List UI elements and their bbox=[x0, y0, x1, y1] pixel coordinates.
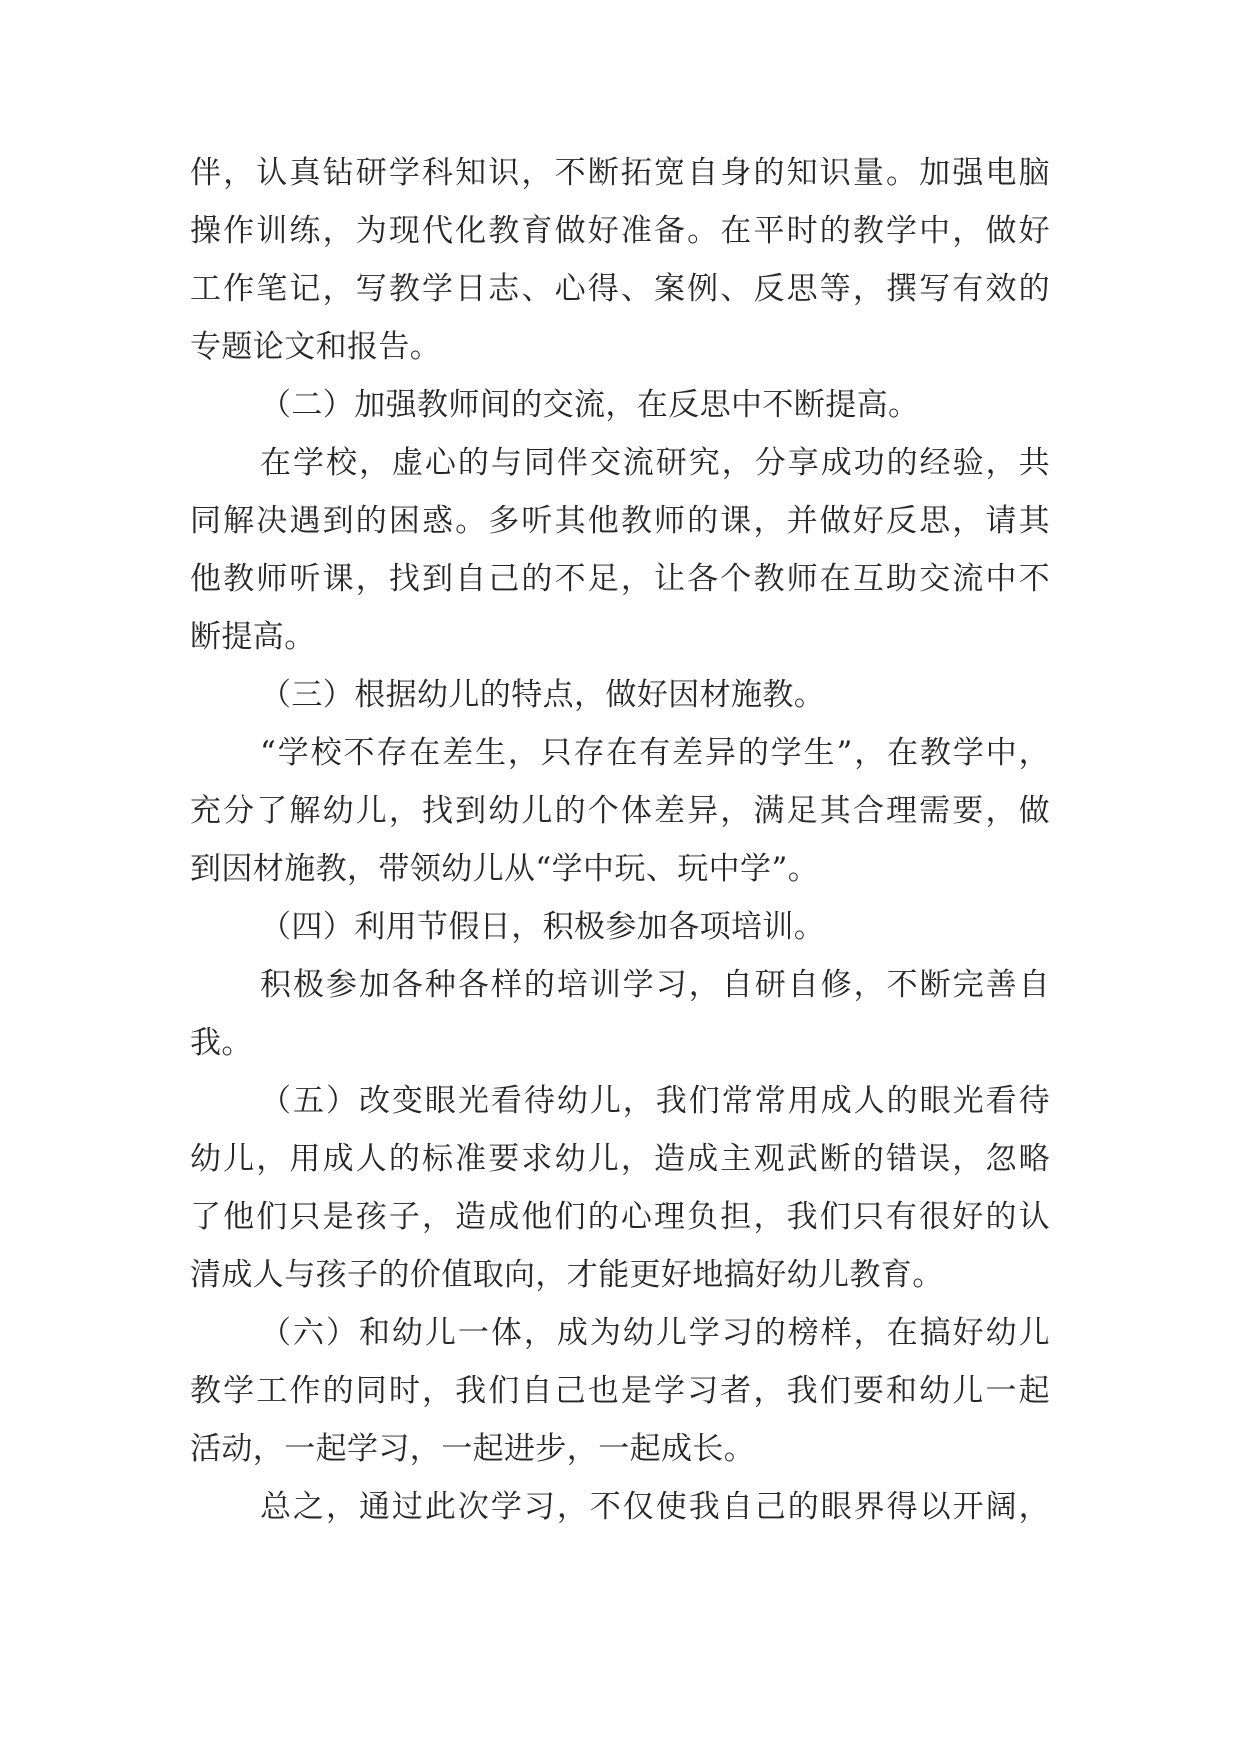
text-line: 断提高。 bbox=[190, 619, 316, 655]
text-line: 幼儿，用成人的标准要求幼儿，造成主观武断的错误，忽略 bbox=[190, 1141, 1050, 1177]
text-line: 积极参加各种各样的培训学习，自研自修，不断完善自 bbox=[260, 967, 1050, 1003]
text-line: 在学校，虚心的与同伴交流研究，分享成功的经验，共 bbox=[260, 445, 1050, 481]
text-line: 操作训练，为现代化教育做好准备。在平时的教学中，做好 bbox=[190, 213, 1050, 249]
text-line: 他教师听课，找到自己的不足，让各个教师在互助交流中不 bbox=[190, 561, 1050, 597]
section-heading: （五）改变眼光看待幼儿，我们常常用成人的眼光看待 bbox=[260, 1083, 1050, 1119]
text-line: 总之，通过此次学习，不仅使我自己的眼界得以开阔， bbox=[260, 1489, 1050, 1525]
text-line: 专题论文和报告。 bbox=[190, 329, 442, 365]
text-line: 清成人与孩子的价值取向，才能更好地搞好幼儿教育。 bbox=[190, 1257, 944, 1293]
section-heading: （二）加强教师间的交流，在反思中不断提高。 bbox=[260, 387, 920, 423]
text-line: 伴，认真钻研学科知识，不断拓宽自身的知识量。加强电脑 bbox=[190, 155, 1050, 191]
text-line: 到因材施教，带领幼儿从“学中玩、玩中学”。 bbox=[190, 851, 820, 887]
text-line: 工作笔记，写教学日志、心得、案例、反思等，撰写有效的 bbox=[190, 271, 1050, 307]
section-heading: （六）和幼儿一体，成为幼儿学习的榜样，在搞好幼儿 bbox=[260, 1315, 1050, 1351]
text-line: 了他们只是孩子，造成他们的心理负担，我们只有很好的认 bbox=[190, 1199, 1050, 1235]
text-line: 我。 bbox=[190, 1025, 253, 1061]
section-heading: （四）利用节假日，积极参加各项培训。 bbox=[260, 909, 826, 945]
text-line: 充分了解幼儿，找到幼儿的个体差异，满足其合理需要，做 bbox=[190, 793, 1050, 829]
text-line: 同解决遇到的困惑。多听其他教师的课，并做好反思，请其 bbox=[190, 503, 1050, 539]
text-line: “学校不存在差生，只存在有差异的学生”，在教学中， bbox=[260, 735, 1050, 771]
text-line: 教学工作的同时，我们自己也是学习者，我们要和幼儿一起 bbox=[190, 1373, 1050, 1409]
text-line: 活动，一起学习，一起进步，一起成长。 bbox=[190, 1431, 756, 1467]
section-heading: （三）根据幼儿的特点，做好因材施教。 bbox=[260, 677, 826, 713]
